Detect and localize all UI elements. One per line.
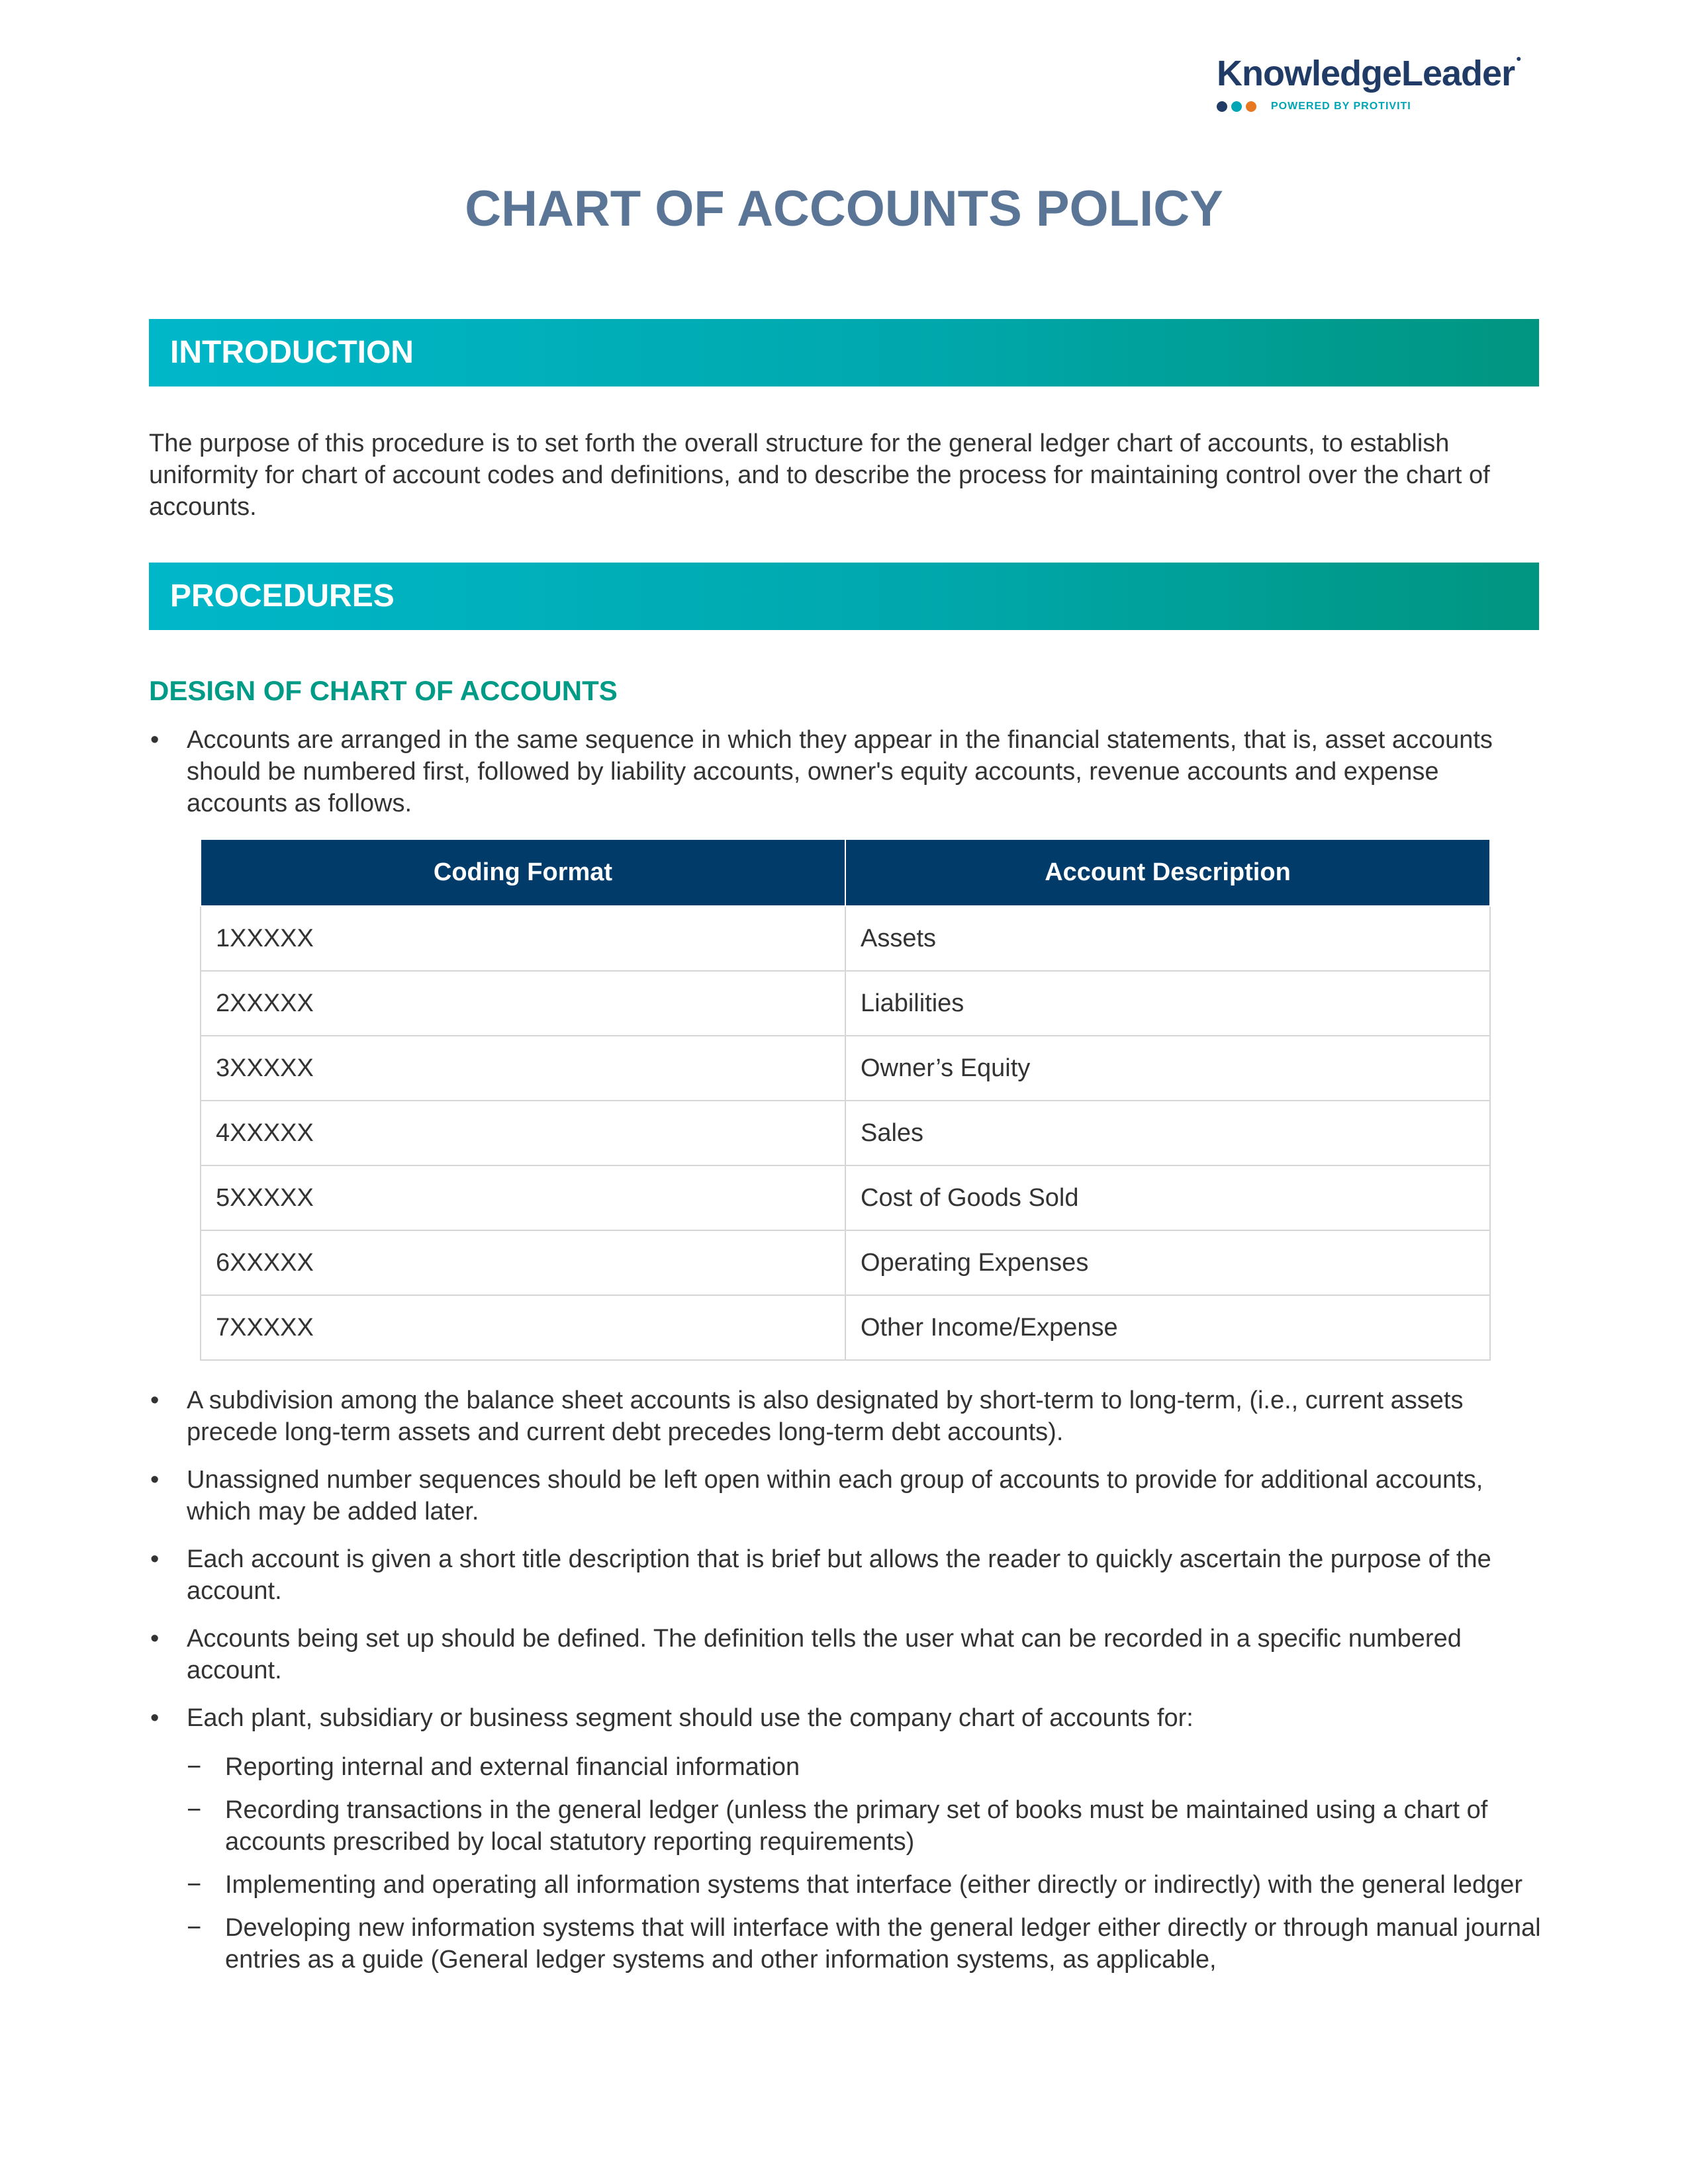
logo-dot-icon [1246,101,1256,112]
list-item: • Unassigned number sequences should be left open within each group of accounts to provide for additional accounts, which may be added later. [149,1464,1546,1527]
coding-format-cell: 1XXXXX [201,906,845,971]
bullet-icon: • [150,1704,160,1732]
table-row [201,1101,1490,1165]
table-row [201,1036,1490,1101]
logo-dot-icon [1231,101,1242,112]
list-item: • Each account is given a short title description that is brief but allows the reader to quickly ascertain the purpose of the account. [149,1543,1546,1607]
knowledgeleader-logo [1217,53,1541,113]
account-description-cell: Operating Expenses [845,1230,1490,1295]
column-header-account-description: Account Description [845,840,1490,906]
logo-wordmark: KnowledgeLeader ● [1217,53,1521,93]
bullet-icon: • [150,1545,160,1573]
policy-bullet-list [149,1385,1546,1734]
list-item: − Implementing and operating all information systems that interface (either directly or indirectly) with the general ledger [149,1869,1546,1901]
column-header-coding-format: Coding Format [201,840,845,906]
dash-icon: − [187,1753,202,1781]
table-row [201,971,1490,1036]
list-item: • Each plant, subsidiary or business segment should use the company chart of accounts for: [149,1702,1546,1734]
list-item: − Reporting internal and external financial information [149,1751,1546,1783]
bullet-icon: • [150,1387,160,1414]
account-description-cell: Owner’s Equity [845,1036,1490,1101]
account-description-cell: Assets [845,906,1490,971]
account-description-cell: Liabilities [845,971,1490,1036]
table-header-row [201,840,1490,906]
dash-icon: − [187,1871,202,1899]
list-item: − Developing new information systems that will interface with the general ledger either directly or through manual journal entries as a guide (General ledger systems and other information systems, as applicable, [149,1912,1546,1976]
list-item: • Accounts are arranged in the same sequence in which they appear in the financial statements, that is, asset accounts should be numbered first, followed by liability accounts, owner's equity accounts, revenue accounts and expense accounts as follows. [149,724,1546,819]
bullet-icon: • [150,1625,160,1653]
registered-mark-icon: ● [1516,53,1521,64]
list-item: − Recording transactions in the general ledger (unless the primary set of books must be maintained using a chart of accounts prescribed by local statutory reporting requirements) [149,1794,1546,1858]
account-description-cell: Other Income/Expense [845,1295,1490,1360]
dash-icon: − [187,1914,202,1942]
coding-format-cell: 3XXXXX [201,1036,845,1101]
table-row [201,1230,1490,1295]
introduction-paragraph: The purpose of this procedure is to set forth the overall structure for the general ledger chart of accounts, to establish uniformity for chart of account codes and definitions, and to describe the process for maintaining control over the chart of accounts. [149,430,1490,521]
logo-dot-icon [1217,101,1227,112]
page-title: CHART OF ACCOUNTS POLICY [465,181,1223,237]
logo-tagline: POWERED BY PROTIVITI [1271,101,1411,112]
account-description-cell: Cost of Goods Sold [845,1165,1490,1230]
introduction-heading: INTRODUCTION [170,335,414,370]
procedures-header-band [149,563,1539,630]
table-row [201,906,1490,971]
coding-format-cell: 2XXXXX [201,971,845,1036]
list-item: • A subdivision among the balance sheet accounts is also designated by short-term to long-term, (i.e., current assets precede long-term assets and current debt precedes long-term debt accounts). [149,1385,1546,1448]
design-subheading: DESIGN OF CHART OF ACCOUNTS [149,675,618,706]
table-row [201,1165,1490,1230]
usage-sub-list [149,1751,1546,1976]
coding-format-cell: 6XXXXX [201,1230,845,1295]
dash-icon: − [187,1796,202,1824]
procedures-heading: PROCEDURES [170,578,395,614]
logo-subline [1217,101,1541,113]
list-item: • Accounts being set up should be defined. The definition tells the user what can be recorded in a specific numbered account. [149,1623,1546,1686]
bullet-icon: • [150,1466,160,1494]
coding-format-cell: 5XXXXX [201,1165,845,1230]
intro-bullet-list [149,724,1546,819]
introduction-header-band [149,319,1539,387]
coding-format-cell: 7XXXXX [201,1295,845,1360]
account-description-cell: Sales [845,1101,1490,1165]
coding-format-cell: 4XXXXX [201,1101,845,1165]
coding-format-table [200,840,1491,1361]
bullet-icon: • [150,726,160,754]
table-row [201,1295,1490,1360]
